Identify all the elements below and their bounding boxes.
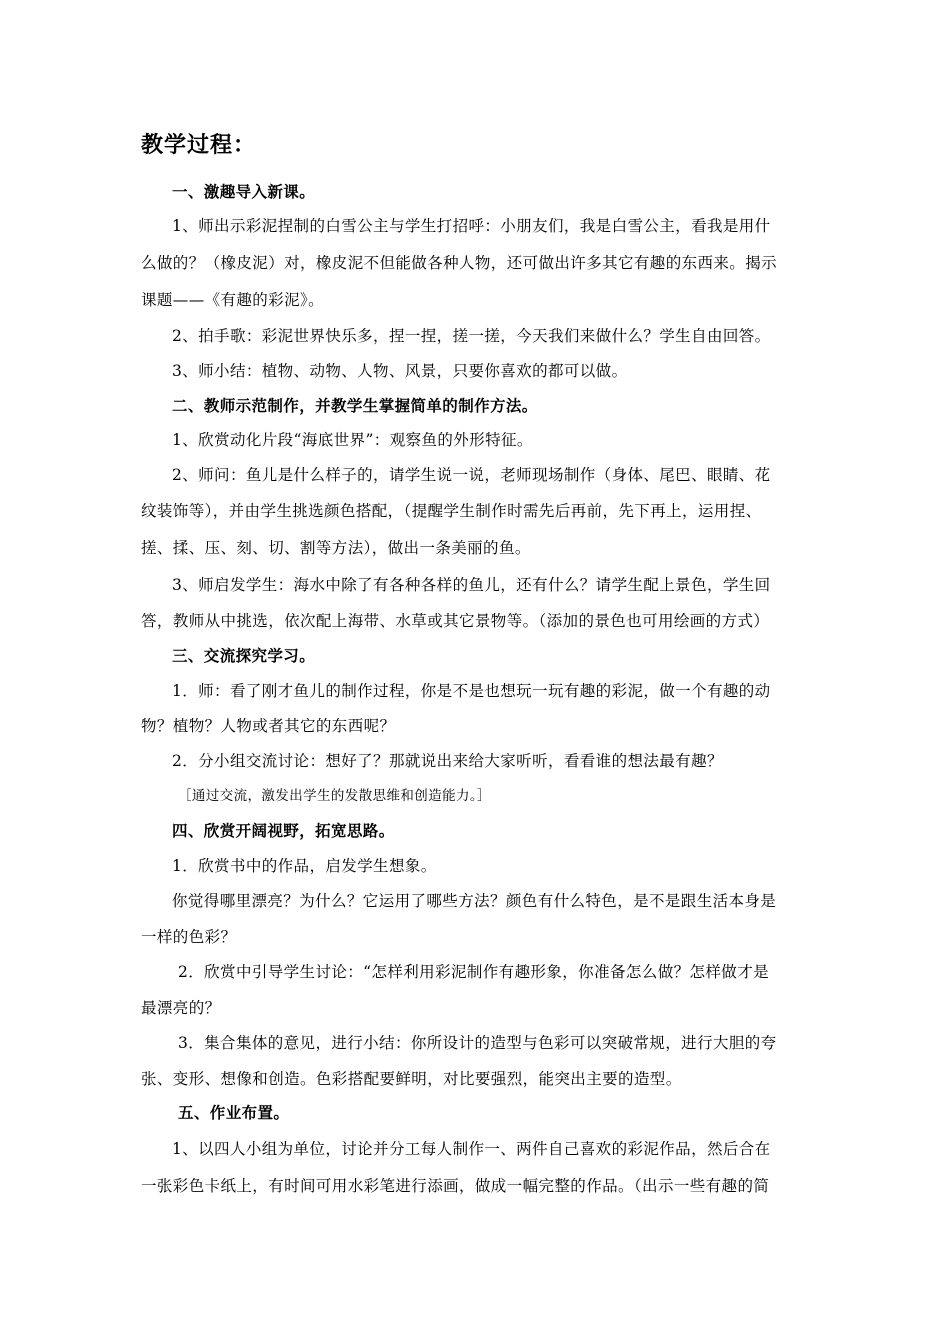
paragraph-line: 张、变形、想像和创造。色彩搭配要鲜明，对比要强烈，能突出主要的造型。 [141, 1070, 682, 1088]
paragraph-line: 搓、揉、压、刻、切、割等方法），做出一条美丽的鱼。 [141, 539, 531, 557]
paragraph-line: 纹装饰等），并由学生挑选颜色搭配，（提醒学生制作时需先后再前，先下再上，运用捏、 [141, 502, 762, 520]
section-heading: 四、欣赏开阔视野，拓宽思路。 [172, 821, 395, 840]
paragraph-line: 1、以四人小组为单位，讨论并分工每人制作一、两件自己喜欢的彩泥作品，然后合在 [172, 1140, 771, 1158]
section-heading: 五、作业布置。 [178, 1103, 290, 1122]
paragraph-line: 1．欣赏书中的作品，启发学生想象。 [172, 857, 437, 875]
note-line: ［通过交流，激发出学生的发散思维和创造能力。］ [178, 788, 491, 804]
paragraph-line: 3．集合集体的意见，进行小结：你所设计的造型与色彩可以突破常规，进行大胆的夸 [178, 1034, 777, 1052]
paragraph-line: 1、师出示彩泥捏制的白雪公主与学生打招呼：小朋友们，我是白雪公主，看我是用什 [172, 217, 771, 235]
paragraph-line: 一样的色彩？ [141, 928, 237, 946]
paragraph-line: 2．欣赏中引导学生讨论：“怎样利用彩泥制作有趣形象，你准备怎么做？怎样做才是 [178, 963, 769, 981]
paragraph-line: 答，教师从中挑选，依次配上海带、水草或其它景物等。（添加的景色也可用绘画的方式） [141, 612, 770, 630]
paragraph-line: 最漂亮的？ [141, 999, 221, 1017]
paragraph-line: 物？植物？人物或者其它的东西呢？ [141, 717, 396, 735]
paragraph-line: 2、师问：鱼儿是什么样子的，请学生说一说，老师现场制作（身体、尾巴、眼睛、花 [172, 466, 771, 484]
paragraph-line: 3、师启发学生：海水中除了有各种各样的鱼儿，还有什么？请学生配上景色，学生回 [172, 576, 771, 594]
paragraph-line: 么做的？（橡皮泥）对，橡皮泥不但能做各种人物，还可做出许多其它有趣的东西来。揭示 [141, 254, 778, 272]
paragraph-line: 3、师小结：植物、动物、人物、风景，只要你喜欢的都可以做。 [172, 362, 628, 380]
paragraph-line: 2、拍手歌：彩泥世界快乐多，捏一捏，搓一搓，今天我们来做什么？学生自由回答。 [172, 327, 771, 345]
paragraph-line: 1、欣赏动化片段“海底世界”：观察鱼的外形特征。 [172, 431, 533, 449]
paragraph-line: 2．分小组交流讨论：想好了？那就说出来给大家听听，看看谁的想法最有趣？ [172, 752, 723, 770]
paragraph-line: 一张彩色卡纸上，有时间可用水彩笔进行添画，做成一幅完整的作品。（出示一些有趣的简 [141, 1177, 770, 1195]
section-heading: 二、教师示范制作，并教学生掌握简单的制作方法。 [172, 396, 538, 415]
paragraph-line: 你觉得哪里漂亮？为什么？它运用了哪些方法？颜色有什么特色，是不是跟生活本身是 [172, 892, 777, 910]
page-title: 教学过程： [141, 132, 257, 158]
paragraph-line: 1．师：看了刚才鱼儿的制作过程，你是不是也想玩一玩有趣的彩泥，做一个有趣的动 [172, 682, 771, 700]
section-heading: 三、交流探究学习。 [172, 646, 316, 665]
section-heading: 一、激趣导入新课。 [172, 182, 316, 201]
paragraph-line: 课题——《有趣的彩泥》。 [141, 291, 325, 309]
